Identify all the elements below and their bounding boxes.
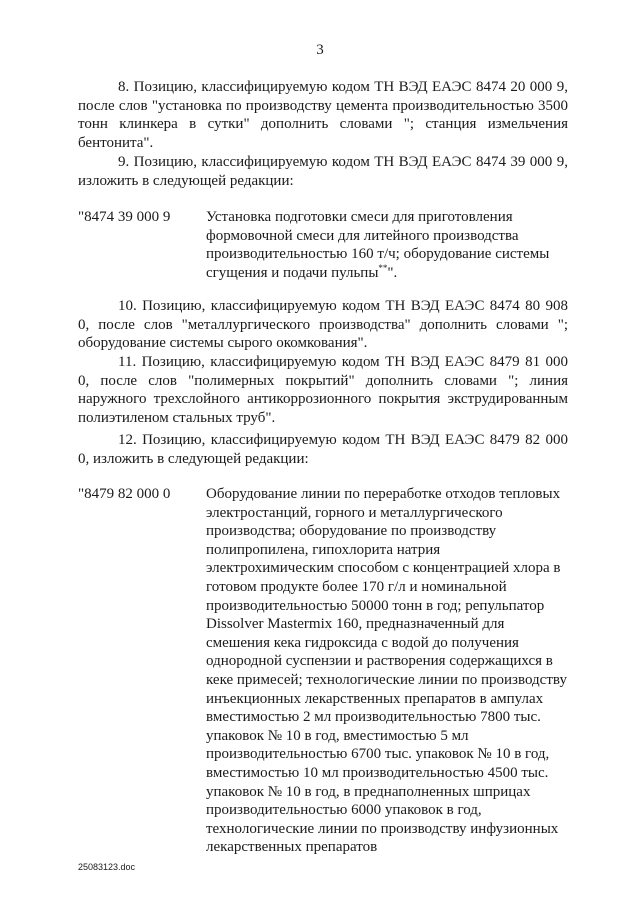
footer-filename: 25083123.doc [78,862,136,872]
paragraph-11: 11. Позицию, классифицируемую кодом ТН ВЭД ЕАЭС 8479 81 000 0, после слов "полимерных покрытий" дополнить словами "; линия наружного трехслойного антикоррозионного покрытия экструдированным полиэтиленом стальных труб". [78,354,568,426]
entry-description [206,208,568,282]
paragraph-12: 12. Позицию, классифицируемую кодом ТН ВЭД ЕАЭС 8479 82 000 0, изложить в следующей редакции: [78,432,568,467]
paragraph-8: 8. Позицию, классифицируемую кодом ТН ВЭД ЕАЭС 8474 20 000 9, после слов "установка по производству цемента производительностью 3500 тонн клинкера в сутки" дополнить словами "; станция измельчения бентонита". [78,79,568,151]
entry-code: "8479 82 000 0 [78,486,171,502]
entry-description: Оборудование линии по переработке отходов тепловых электростанций, горного и металлургического производства; оборудование по производству полипропилена, гипохлорита натрия электрохимическим способом с концентрацией хлора в готовом продукте более 170 г/л и номинальной производительностью 50000 тонн в год; репульпатор Dissolver Mastermix 160, предназначенный для смешения кека гидроксида с водой до получения однородной суспензии и растворения содержащихся в кеке примесей; технологические линии по производству инъекционных лекарственных препаратов в ампулах вместимостью 2 мл производительностью 7800 тыс. упаковок № 10 в год, вместимостью 5 мл производительностью 6700 тыс. упаковок № 10 в год, вместимостью 10 мл производительностью 4500 тыс. упаковок № 10 в год, в преднаполненных шприцах производительностью 6000 упаковок в год, технологические линии по производству инфузионных лекарственных препаратов [206,486,567,856]
page-number: 3 [316,42,324,58]
entry-closing: ". [387,264,398,281]
paragraph-10: 10. Позицию, классифицируемую кодом ТН ВЭД ЕАЭС 8474 80 908 0, после слов "металлургического производства" дополнить словами "; оборудование системы сырого окомкования". [78,298,568,352]
entry-code: "8474 39 000 9 [78,209,171,225]
paragraph-9: 9. Позицию, классифицируемую кодом ТН ВЭД ЕАЭС 8474 39 000 9, изложить в следующей редакции: [78,154,568,189]
entry-description-text: Установка подготовки смеси для приготовления формовочной смеси для литейного производства производительностью 160 т/ч; оборудование системы сгущения и подачи пульпы [206,209,550,281]
footnote-mark: ** [378,262,388,273]
